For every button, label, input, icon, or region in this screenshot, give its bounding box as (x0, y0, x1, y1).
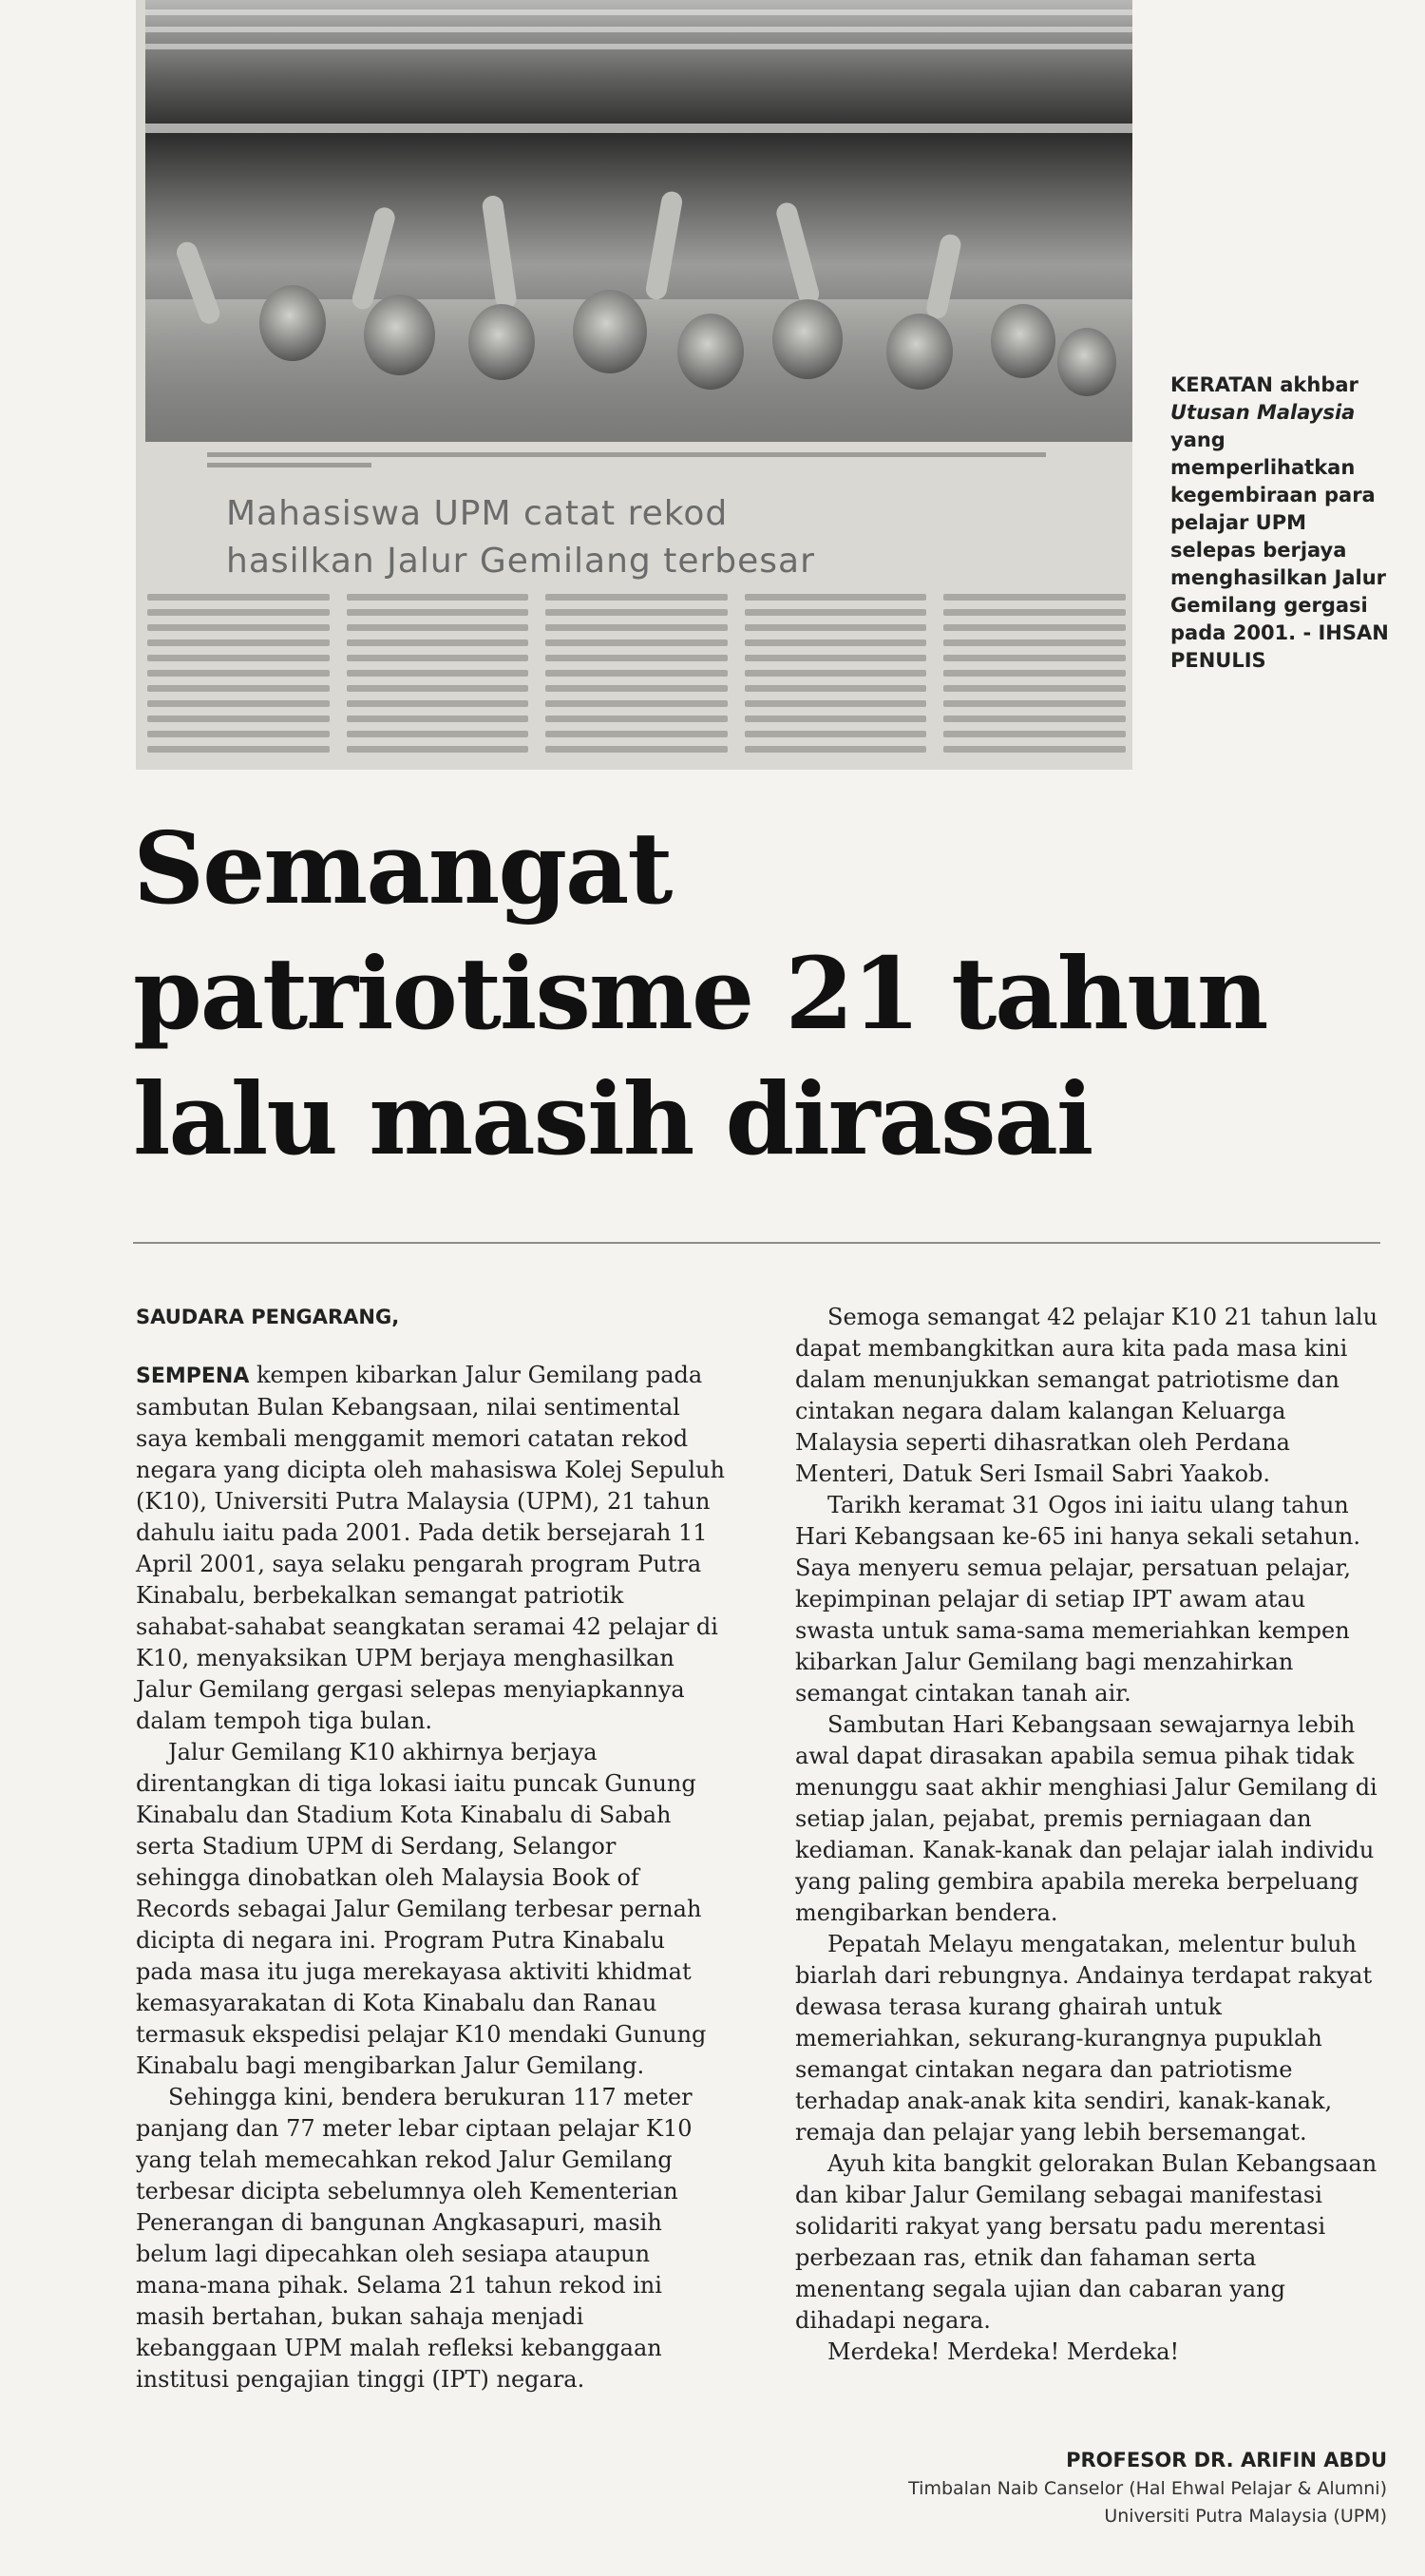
author-name: PROFESOR DR. ARIFIN ABDU (1066, 2449, 1387, 2471)
paragraph-6: Sambutan Hari Kebangsaan sewajarnya lebih awal dapat dirasakan apabila semua pihak tidak menunggu saat akhir menghiasi Jalur Gemilang di setiap jalan, pejabat, premis perniagaan dan kediaman. Kanak-kanak dan pelajar ialah individu yang paling gembira apabila mereka berpeluang mengibarkan bendera. (795, 1711, 1378, 1926)
clipping-photo-caption (207, 448, 1119, 467)
headline-line-3: lalu masih dirasai (133, 1060, 1092, 1177)
newspaper-clipping (136, 0, 1132, 770)
headline-divider (133, 1242, 1380, 1244)
paragraph-7: Pepatah Melayu mengatakan, melentur buluh biarlah dari rebungnya. Andainya terdapat rakyat dewasa terasa kurang ghairah untuk memeriahkan, sekurang-kurangnya pupuklah semangat cintakan negara dan patriotisme terhadap anak-anak kita sendiri, kanak-kanak, remaja dan pelajar yang lebih bersemangat. (795, 1931, 1373, 2146)
clipping-headline (226, 490, 1110, 585)
paragraph-1-text: kempen kibarkan Jalur Gemilang pada sambutan Bulan Kebangsaan, nilai sentimental saya kembali menggamit memori catatan rekod negara yang dicipta oleh mahasiswa Kolej Sepuluh (K10), Universiti Putra Malaysia (UPM), 21 tahun dahulu iaitu pada 2001. Pada detik bersejarah 11 April 2001, saya selaku pengarah program Putra Kinabalu, berbekalkan semangat patriotik sahabat-sahabat seangkatan seramai 42 pelajar di K10, menyaksikan UPM berjaya menghasilkan Jalur Gemilang gergasi selepas menyiapkannya dalam tempoh tiga bulan. (136, 1362, 725, 1734)
paragraph-3: Sehingga kini, bendera berukuran 117 meter panjang dan 77 meter lebar ciptaan pelajar K10 yang telah memecahkan rekod Jalur Gemilang terbesar dicipta sebelumnya oleh Kementerian Penerangan di bangunan Angkasapuri, masih belum lagi dipecahkan oleh sesiapa ataupun mana-mana pihak. Selama 21 tahun rekod ini masih bertahan, bukan sahaja menjadi kebanggaan UPM malah refleksi kebanggaan institusi pengajian tinggi (IPT) negara. (136, 2084, 693, 2393)
paragraph-8: Ayuh kita bangkit gelorakan Bulan Kebangsaan dan kibar Jalur Gemilang sebagai manifestasi solidariti rakyat yang bersatu padu merentasi perbezaan ras, etnik dan fahaman serta menentang segala ujian dan cabaran yang dihadapi negara. (795, 2150, 1378, 2334)
author-title: Timbalan Naib Canselor (Hal Ehwal Pelajar & Alumni) Universiti Putra Malaysia (UPM) (908, 2478, 1387, 2527)
article-headline (133, 806, 1396, 1182)
headline-line-1: Semangat (133, 810, 672, 926)
photo-side-caption (1170, 372, 1398, 675)
salutation: SAUDARA PENGARANG, (136, 1306, 400, 1328)
paragraph-1 (136, 1360, 725, 1737)
headline-line-2: patriotisme 21 tahun (133, 935, 1267, 1052)
paragraph-9: Merdeka! Merdeka! Merdeka! (827, 2338, 1180, 2365)
paragraph-2: Jalur Gemilang K10 akhirnya berjaya direntangkan di tiga lokasi iaitu puncak Gunung Kinabalu dan Stadium Kota Kinabalu di Sabah serta Stadium UPM di Serdang, Selangor sehingga dinobatkan oleh Malaysia Book of Records sebagai Jalur Gemilang terbesar pernah dicipta di negara ini. Program Putra Kinabalu pada masa itu juga merekayasa aktiviti khidmat kemasyarakatan di Kota Kinabalu dan Ranau termasuk ekspedisi pelajar K10 mendaki Gunung Kinabalu bagi mengibarkan Jalur Gemilang. (136, 1739, 707, 2079)
article-column-1 (136, 1302, 725, 2395)
clipping-photo (145, 0, 1132, 442)
clipping-headline-line-2: hasilkan Jalur Gemilang terbesar (226, 542, 815, 581)
lead-word: SEMPENA (136, 1364, 250, 1388)
clipping-body-text (147, 594, 1126, 765)
paragraph-5: Tarikh keramat 31 Ogos ini iaitu ulang tahun Hari Kebangsaan ke-65 ini hanya sekali setahun. Saya menyeru semua pelajar, persatuan pelajar, kepimpinan pelajar di setiap IPT awam atau swasta untuk sama-sama memeriahkan kempen kibarkan Jalur Gemilang bagi menzahirkan semangat cintakan tanah air. (795, 1492, 1361, 1707)
author-signature (855, 2445, 1387, 2530)
side-caption-publication: Utusan Malaysia (1170, 401, 1356, 424)
article-column-2 (795, 1302, 1384, 2368)
paragraph-4: Semoga semangat 42 pelajar K10 21 tahun lalu dapat membangkitkan aura kita pada masa kini dalam menunjukkan semangat patriotisme dan cintakan negara dalam kalangan Keluarga Malaysia seperti dihasratkan oleh Perdana Menteri, Datuk Seri Ismail Sabri Yaakob. (795, 1304, 1378, 1487)
side-caption-text: KERATAN akhbar (1170, 373, 1358, 396)
side-caption-text-end: yang memperlihatkan kegembiraan para pelajar UPM selepas berjaya menghasilkan Jalur Gemilang gergasi pada 2001. - IHSAN PENULIS (1170, 429, 1389, 672)
clipping-headline-line-1: Mahasiswa UPM catat rekod (226, 494, 729, 533)
